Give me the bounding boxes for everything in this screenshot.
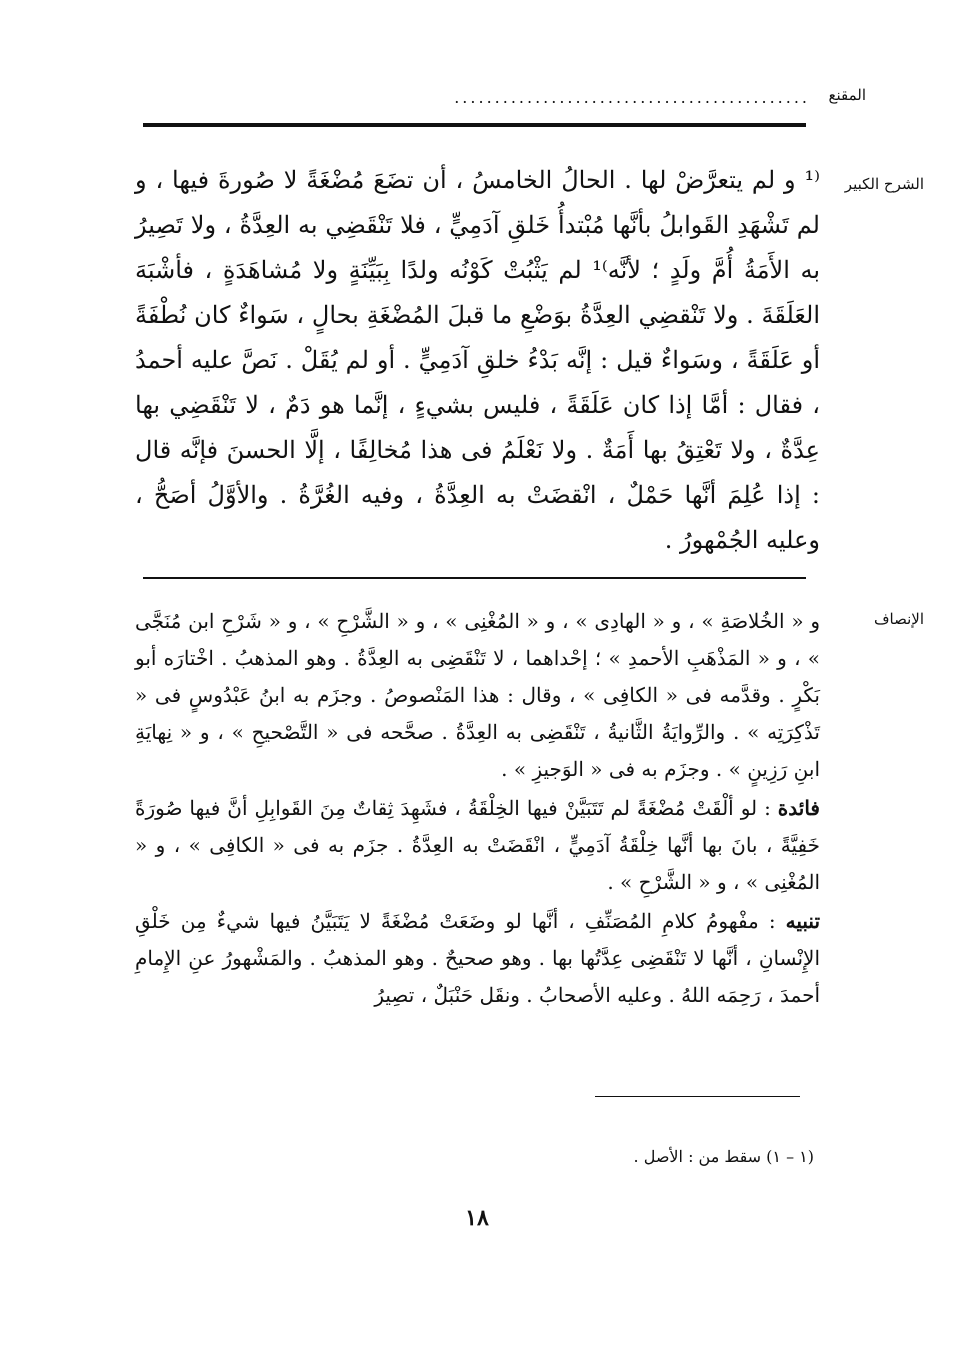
sharh-text-block: ⁽¹ و لم يتعرَّضْ لها . الحالُ الخامسُ ، أن تضَعَ مُضْغَةً لا صُورةَ فيها ، و لم تَشْهَدِ القَوابلُ بأنَّها مُبْتدأُ خَلقِ آدَمِيٍّ ، فلا تَنْقَضِي به العِدَّةُ ، ولا تَصِيرُ به الأَمَةُ أُمَّ ولَدٍ ؛ لأنَّه⁾¹ لم يَثْبُتْ كَوْنُه ولدًا بِبَيِّنَةٍ ولا مُشاهَدَةٍ ، فأشْبَهَ العَلَقَةَ . ولا تَنْقضِي العِدَّةُ بوَضْعِ ما قبلَ المُضْغَةِ بحالٍ ، سَواءٌ كان نُطْفَةً أو عَلَقَةً ، وسَواءٌ قيل : إنَّه بَدْءُ خلقِ آدَمِيٍّ . أو لم يُقَلْ . نَصَّ عليه أحمدُ ، فقال : أمَّا إذا كان عَلَقَةً ، فليس بشيءٍ ، إنَّما هو دَمٌ ، لا تَنْقَضِي بها عِدَّةٌ ، ولا تَعْتِقُ بها أَمَةٌ . ولا نَعْلَمُ فى هذا مُخالِفًا ، إلَّا الحسنَ فإنَّه قال : إذا عُلِمَ أنَّها حَمْلٌ ، انْقضَتْ به العِدَّةُ ، وفيه الغُرَّةُ . والأوَّلُ أصَحُّ ، وعليه الجُمْهورُ . (135, 166, 821, 554)
footnote: (١ – ١) سقط من : الأصل . (633, 1147, 814, 1166)
sharh-side-label: الشرح الكبير (844, 175, 924, 193)
insaf-paragraph-3 (135, 903, 820, 1014)
section-divider (143, 577, 806, 579)
running-header-title: المقنع (828, 86, 866, 104)
insaf-text-block (135, 603, 820, 1016)
insaf-paragraph-1: و « الخُلاصَةِ » ، و « الهادِى » ، و « المُغْنِى » ، و « الشَّرْحِ » ، و « شَرْحِ ابن مُنَجَّى » ، و « المَذْهَبِ الأحمدِ » ؛ إحْداهما ، لا تَنْقَضِى به العِدَّةُ . وهو المذهبُ . اخْتارَه أبو بَكْرٍ . وقدَّمه فى « الكافِى » ، وقال : هذا المَنْصوصُ . وجزَم به ابنُ عَبْدُوسٍ فى « تَذْكِرَتِه » . والرِّوايَةُ الثَّانيةُ ، تَنْقَضِى به العِدَّةُ . صحَّحه فى « التَّصْحيحِ » ، و « نِهايَةِ ابنِ رَزِينٍ » . وجزَم به فى « الوَجيزِ » . (135, 609, 820, 781)
faida-text: : لو ألْقَتْ مُضْغَةً لم تَتَبَيَّنْ فيها الخِلْقَةُ ، فشَهِدَ ثِقاتٌ مِنَ القَوابِلِ أنَّ فيها صُورَةً خَفِيَّةً ، بانَ بها أنَّها خِلْقَةُ آدَمِيٍّ ، انْقَضَتْ به العِدَّةُ . جزَم به فى « الكافِى » ، و « المُغْنِى » ، و « الشَّرْحِ » . (135, 796, 820, 894)
tanbih-text: : مفْهومُ كلامِ المُصَنِّفِ ، أنَّها لو وضَعَتْ مُضْغَةً لا يَتَبَيَّنُ فيها شيءٌ مِن خَلْقِ الإِنْسانِ ، أنَّها لا تَنْقَضِى عِدَّتُها بها . وهو صحيحٌ . وهو المذهبُ . والمَشْهورُ عنِ الإِمامِ أحمدَ ، رَحِمَه اللهُ . وعليه الأصحابُ . ونقَل حَنْبَلٌ ، تصِيرُ (135, 909, 820, 1007)
insaf-paragraph-2 (135, 790, 820, 901)
faida-label: فائدة (777, 796, 820, 820)
header-rule (143, 123, 806, 127)
tanbih-label: تنبيه (785, 909, 821, 933)
page-number: ١٨ (465, 1205, 489, 1231)
footnote-rule (595, 1096, 800, 1097)
header-dot-leader: ............................................ (454, 88, 810, 107)
insaf-side-label: الإنصاف (873, 610, 924, 628)
